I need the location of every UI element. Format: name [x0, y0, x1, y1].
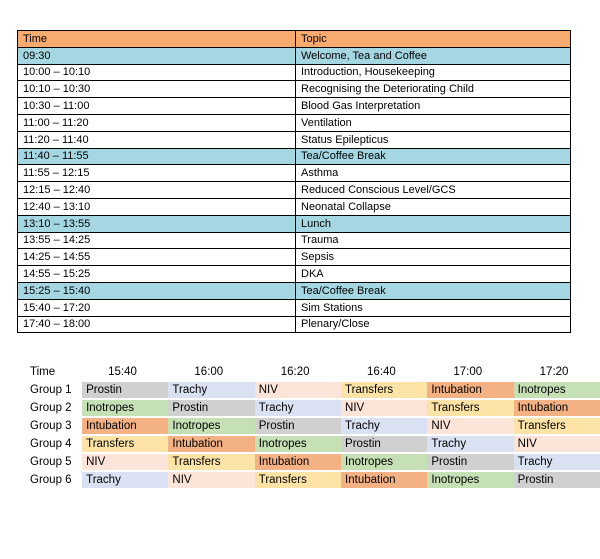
station-cell: NIV	[514, 436, 600, 452]
schedule-row	[18, 114, 571, 131]
schedule-time: 13:10 – 13:55	[18, 215, 296, 232]
rotation-table	[26, 362, 600, 490]
rotation-body	[26, 382, 600, 488]
schedule-time: 09:30	[18, 47, 296, 64]
station-cell: Inotropes	[255, 436, 341, 452]
station-cell: Intubation	[255, 454, 341, 470]
station-cell: Transfers	[255, 472, 341, 488]
group-row	[26, 400, 600, 416]
station-cell: Prostin	[514, 472, 600, 488]
schedule-time: 11:55 – 12:15	[18, 165, 296, 182]
group-label: Group 6	[30, 474, 72, 486]
schedule-time: 10:10 – 10:30	[18, 81, 296, 98]
slot-time: 16:00	[194, 366, 224, 378]
schedule-row	[18, 98, 571, 115]
station-cell: Intubation	[341, 472, 427, 488]
schedule-row	[18, 81, 571, 98]
schedule-row	[18, 266, 571, 283]
schedule-row	[18, 165, 571, 182]
station-cell: Inotropes	[514, 382, 600, 398]
station-cell: Intubation	[514, 400, 600, 416]
schedule-time: 11:20 – 11:40	[18, 131, 296, 148]
station-cell: NIV	[82, 454, 168, 470]
station-cell: Transfers	[168, 454, 254, 470]
station-cell: Prostin	[168, 400, 254, 416]
group-label: Group 1	[30, 384, 72, 396]
group-row	[26, 436, 600, 452]
schedule-topic: Sepsis	[296, 249, 571, 266]
slot-time: 15:40	[108, 366, 137, 378]
station-cell: Trachy	[427, 436, 513, 452]
schedule-time: 11:00 – 11:20	[18, 114, 296, 131]
schedule-table	[17, 30, 571, 333]
station-cell: Transfers	[82, 436, 168, 452]
schedule-row	[18, 232, 571, 249]
schedule-row	[18, 131, 571, 148]
schedule-row	[18, 249, 571, 266]
schedule-topic: Recognising the Deteriorating Child	[296, 81, 571, 98]
station-cell: NIV	[255, 382, 341, 398]
slot-time: 16:40	[367, 366, 396, 378]
station-cell: Intubation	[168, 436, 254, 452]
rotation-header-row	[26, 364, 600, 380]
schedule-header-row	[18, 31, 571, 48]
slot-time: 16:20	[280, 366, 310, 378]
station-cell: Transfers	[514, 418, 600, 434]
schedule-topic: Introduction, Housekeeping	[296, 64, 571, 81]
group-label: Group 4	[30, 438, 72, 450]
schedule-row	[18, 299, 571, 316]
schedule-topic: Lunch	[296, 215, 571, 232]
schedule-row	[18, 64, 571, 81]
station-cell: NIV	[341, 400, 427, 416]
schedule-topic: Ventilation	[296, 114, 571, 131]
schedule-row	[18, 282, 571, 299]
schedule-time: 12:40 – 13:10	[18, 198, 296, 215]
schedule-row	[18, 215, 571, 232]
group-row	[26, 382, 600, 398]
schedule-time: 13:55 – 14:25	[18, 232, 296, 249]
schedule-row	[18, 182, 571, 199]
group-row	[26, 472, 600, 488]
group-label: Group 5	[30, 456, 72, 468]
station-cell: Trachy	[514, 454, 600, 470]
schedule-time: 17:40 – 18:00	[18, 316, 296, 333]
schedule-topic: Plenary/Close	[296, 316, 571, 333]
schedule-topic: Reduced Conscious Level/GCS	[296, 182, 571, 199]
rotation-time-label: Time	[30, 366, 56, 378]
station-cell: Prostin	[341, 436, 427, 452]
station-cell: NIV	[427, 418, 513, 434]
schedule-topic: Blood Gas Interpretation	[296, 98, 571, 115]
station-cell: Inotropes	[341, 454, 427, 470]
topic-header: Topic	[296, 31, 571, 48]
schedule-topic: Neonatal Collapse	[296, 198, 571, 215]
group-label: Group 2	[30, 402, 72, 414]
station-cell: NIV	[168, 472, 254, 488]
station-cell: Inotropes	[427, 472, 513, 488]
station-cell: Intubation	[82, 418, 168, 434]
schedule-row	[18, 47, 571, 64]
schedule-time: 14:55 – 15:25	[18, 266, 296, 283]
schedule-topic: Trauma	[296, 232, 571, 249]
schedule-topic: DKA	[296, 266, 571, 283]
station-cell: Intubation	[427, 382, 513, 398]
schedule-time: 10:30 – 11:00	[18, 98, 296, 115]
schedule-topic: Sim Stations	[296, 299, 571, 316]
station-cell: Inotropes	[82, 400, 168, 416]
group-row	[26, 454, 600, 470]
time-header: Time	[18, 31, 296, 48]
station-cell: Trachy	[168, 382, 254, 398]
schedule-body	[18, 31, 571, 333]
station-cell: Inotropes	[168, 418, 254, 434]
schedule-topic: Status Epilepticus	[296, 131, 571, 148]
group-row	[26, 418, 600, 434]
station-cell: Transfers	[341, 382, 427, 398]
schedule-row	[18, 198, 571, 215]
station-cell: Prostin	[82, 382, 168, 398]
schedule-topic: Asthma	[296, 165, 571, 182]
schedule-time: 12:15 – 12:40	[18, 182, 296, 199]
station-cell: Trachy	[341, 418, 427, 434]
schedule-time: 10:00 – 10:10	[18, 64, 296, 81]
slot-time: 17:20	[539, 366, 569, 378]
schedule-topic: Welcome, Tea and Coffee	[296, 47, 571, 64]
station-cell: Prostin	[427, 454, 513, 470]
slot-time: 17:00	[453, 366, 483, 378]
station-cell: Trachy	[82, 472, 168, 488]
station-cell: Prostin	[255, 418, 341, 434]
schedule-time: 15:25 – 15:40	[18, 282, 296, 299]
schedule-row	[18, 316, 571, 333]
schedule-topic: Tea/Coffee Break	[296, 282, 571, 299]
group-label: Group 3	[30, 420, 72, 432]
schedule-time: 15:40 – 17:20	[18, 299, 296, 316]
schedule-time: 14:25 – 14:55	[18, 249, 296, 266]
schedule-row	[18, 148, 571, 165]
station-cell: Trachy	[255, 400, 341, 416]
schedule-topic: Tea/Coffee Break	[296, 148, 571, 165]
schedule-time: 11:40 – 11:55	[18, 148, 296, 165]
station-cell: Transfers	[427, 400, 513, 416]
